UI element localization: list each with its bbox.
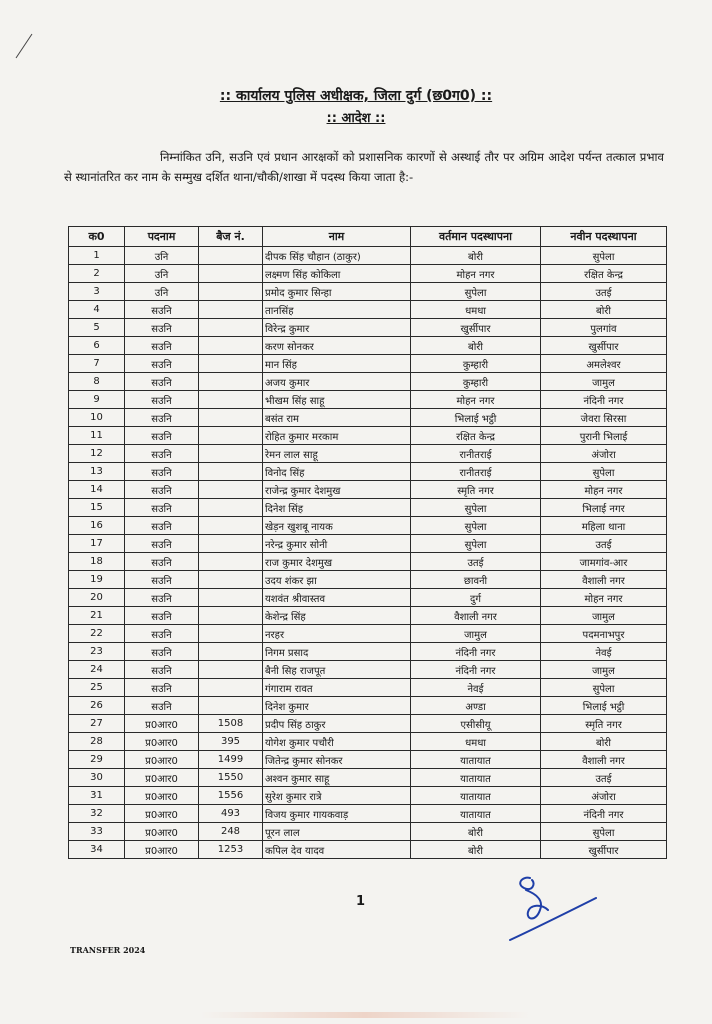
cell-rank: सउनि [125,625,199,643]
cell-name: तानसिंह [263,301,411,319]
cell-current-posting: रक्षित केन्द्र [411,427,541,445]
cell-new-posting: जामगांव-आर [541,553,667,571]
cell-current-posting: सुपेला [411,499,541,517]
cell-name: निगम प्रसाद [263,643,411,661]
cell-name: मान सिंह [263,355,411,373]
cell-serial: 23 [69,643,125,661]
table-row [69,661,667,679]
cell-rank: सउनि [125,373,199,391]
table-row [69,445,667,463]
order-heading-text: :: आदेश :: [326,111,386,126]
table-row [69,337,667,355]
cell-rank: उनि [125,283,199,301]
cell-badge [199,571,263,589]
cell-serial: 31 [69,787,125,805]
table-row [69,751,667,769]
cell-badge [199,481,263,499]
cell-rank: प्र0आर0 [125,751,199,769]
table-row [69,409,667,427]
cell-badge [199,427,263,445]
cell-new-posting: सुपेला [541,247,667,265]
table-row [69,391,667,409]
cell-name: गंगाराम रावत [263,679,411,697]
table-row [69,355,667,373]
cell-name: करण सोनकर [263,337,411,355]
cell-serial: 34 [69,841,125,859]
cell-serial: 32 [69,805,125,823]
header-serial: क0 [69,227,125,247]
cell-name: अजय कुमार [263,373,411,391]
cell-new-posting: पुरानी भिलाई [541,427,667,445]
table-row [69,679,667,697]
cell-badge [199,589,263,607]
cell-current-posting: बोरी [411,247,541,265]
cell-rank: उनि [125,265,199,283]
cell-current-posting: वैशाली नगर [411,607,541,625]
cell-badge [199,391,263,409]
scan-smudge [200,1012,530,1018]
cell-new-posting: सुपेला [541,679,667,697]
cell-new-posting: रक्षित केन्द्र [541,265,667,283]
cell-current-posting: सुपेला [411,535,541,553]
cell-rank: प्र0आर0 [125,787,199,805]
cell-name: दिनेश सिंह [263,499,411,517]
cell-serial: 8 [69,373,125,391]
cell-current-posting: खुर्सीपार [411,319,541,337]
cell-serial: 17 [69,535,125,553]
cell-serial: 10 [69,409,125,427]
intro-text: निम्नांकित उनि, सउनि एवं प्रधान आरक्षकों को प्रशासनिक कारणों से अस्थाई तौर पर अग्रिम आदेश पर्यन्त तत्काल प्रभाव से स्थानांतरित कर नाम के सम्मुख दर्शित थाना/चौकी/शाखा में पदस्थ किया जाता है:- [64,150,664,184]
cell-new-posting: अमलेश्वर [541,355,667,373]
cell-badge [199,355,263,373]
cell-rank: सउनि [125,679,199,697]
footer-reference: TRANSFER 2024 [70,945,146,955]
cell-serial: 1 [69,247,125,265]
cell-new-posting: भिलाई नगर [541,499,667,517]
cell-serial: 19 [69,571,125,589]
table-row [69,733,667,751]
cell-serial: 5 [69,319,125,337]
cell-name: अश्वन कुमार साहू [263,769,411,787]
cell-new-posting: पुलगांव [541,319,667,337]
cell-serial: 3 [69,283,125,301]
cell-rank: सउनि [125,607,199,625]
cell-badge [199,409,263,427]
cell-name: पूरन लाल [263,823,411,841]
cell-badge [199,625,263,643]
cell-badge [199,553,263,571]
cell-serial: 20 [69,589,125,607]
cell-name: प्रदीप सिंह ठाकुर [263,715,411,733]
cell-rank: सउनि [125,337,199,355]
cell-current-posting: सुपेला [411,517,541,535]
order-heading [0,108,712,126]
table-row [69,283,667,301]
cell-current-posting: जामुल [411,625,541,643]
cell-rank: उनि [125,247,199,265]
cell-new-posting: वैशाली नगर [541,751,667,769]
cell-new-posting: मोहन नगर [541,481,667,499]
cell-name: रेमन लाल साहू [263,445,411,463]
cell-badge [199,373,263,391]
cell-new-posting: जामुल [541,373,667,391]
cell-new-posting: नंदिनी नगर [541,805,667,823]
cell-rank: प्र0आर0 [125,769,199,787]
table-row [69,427,667,445]
header-badge: बैज नं. [199,227,263,247]
cell-current-posting: यातायात [411,769,541,787]
cell-serial: 29 [69,751,125,769]
signature-image [496,870,606,950]
cell-current-posting: कुम्हारी [411,373,541,391]
header-rank: पदनाम [125,227,199,247]
cell-rank: सउनि [125,301,199,319]
cell-current-posting: यातायात [411,787,541,805]
cell-rank: सउनि [125,427,199,445]
cell-serial: 16 [69,517,125,535]
table-header-row [69,227,667,247]
cell-current-posting: मोहन नगर [411,265,541,283]
cell-current-posting: नेवई [411,679,541,697]
cell-new-posting: नेवई [541,643,667,661]
table-row [69,319,667,337]
office-heading [0,86,712,105]
office-heading-text: :: कार्यालय पुलिस अधीक्षक, जिला दुर्ग (छ0ग0) :: [219,88,493,104]
table-row [69,571,667,589]
cell-serial: 6 [69,337,125,355]
cell-serial: 11 [69,427,125,445]
cell-name: विनोद सिंह [263,463,411,481]
cell-serial: 30 [69,769,125,787]
cell-current-posting: उतई [411,553,541,571]
pen-stroke-mark [10,28,40,68]
cell-badge [199,247,263,265]
table-row [69,769,667,787]
cell-current-posting: बोरी [411,841,541,859]
cell-name: भीखम सिंह साहू [263,391,411,409]
table-row [69,589,667,607]
cell-serial: 9 [69,391,125,409]
table-row [69,607,667,625]
cell-rank: सउनि [125,661,199,679]
cell-new-posting: महिला थाना [541,517,667,535]
cell-current-posting: रानीतराई [411,445,541,463]
cell-rank: सउनि [125,517,199,535]
cell-badge: 1499 [199,751,263,769]
cell-current-posting: बोरी [411,337,541,355]
cell-current-posting: नंदिनी नगर [411,661,541,679]
cell-serial: 22 [69,625,125,643]
cell-name: विरेन्द्र कुमार [263,319,411,337]
cell-badge [199,499,263,517]
cell-current-posting: अण्डा [411,697,541,715]
cell-new-posting: उतई [541,769,667,787]
cell-new-posting: बोरी [541,733,667,751]
cell-new-posting: पदमनाभपुर [541,625,667,643]
cell-badge: 1253 [199,841,263,859]
cell-name: बैनी सिह राजपूत [263,661,411,679]
cell-new-posting: नंदिनी नगर [541,391,667,409]
cell-new-posting: वैशाली नगर [541,571,667,589]
cell-current-posting: नंदिनी नगर [411,643,541,661]
cell-current-posting: एसीसीयू [411,715,541,733]
cell-rank: सउनि [125,481,199,499]
cell-badge [199,337,263,355]
cell-badge [199,517,263,535]
cell-serial: 24 [69,661,125,679]
cell-new-posting: जेवरा सिरसा [541,409,667,427]
table-row [69,373,667,391]
cell-new-posting: अंजोरा [541,787,667,805]
cell-current-posting: स्मृति नगर [411,481,541,499]
cell-badge: 395 [199,733,263,751]
cell-rank: सउनि [125,391,199,409]
cell-name: नरेन्द्र कुमार सोनी [263,535,411,553]
cell-name: बसंत राम [263,409,411,427]
cell-new-posting: जामुल [541,607,667,625]
cell-badge [199,445,263,463]
cell-badge: 1556 [199,787,263,805]
cell-rank: सउनि [125,697,199,715]
cell-badge: 1508 [199,715,263,733]
cell-badge [199,265,263,283]
cell-rank: प्र0आर0 [125,805,199,823]
table-row [69,517,667,535]
cell-serial: 13 [69,463,125,481]
cell-name: उदय शंकर झा [263,571,411,589]
cell-rank: सउनि [125,463,199,481]
table-row [69,499,667,517]
cell-current-posting: मोहन नगर [411,391,541,409]
table-row [69,247,667,265]
table-row [69,535,667,553]
cell-current-posting: धमधा [411,301,541,319]
cell-serial: 33 [69,823,125,841]
cell-rank: प्र0आर0 [125,715,199,733]
table-row [69,265,667,283]
cell-serial: 2 [69,265,125,283]
cell-badge: 248 [199,823,263,841]
cell-name: नरहर [263,625,411,643]
cell-badge [199,319,263,337]
cell-badge [199,643,263,661]
cell-name: दिनेश कुमार [263,697,411,715]
cell-rank: प्र0आर0 [125,823,199,841]
table-row [69,787,667,805]
cell-serial: 28 [69,733,125,751]
page-number: 1 [356,894,366,909]
cell-current-posting: बोरी [411,823,541,841]
cell-rank: प्र0आर0 [125,841,199,859]
table-row [69,823,667,841]
cell-rank: सउनि [125,355,199,373]
cell-badge [199,463,263,481]
cell-serial: 4 [69,301,125,319]
cell-current-posting: सुपेला [411,283,541,301]
cell-new-posting: जामुल [541,661,667,679]
header-current-posting: वर्तमान पदस्थापना [411,227,541,247]
cell-new-posting: खुर्सीपार [541,337,667,355]
cell-badge: 1550 [199,769,263,787]
cell-name: दीपक सिंह चौहान (ठाकुर) [263,247,411,265]
table-row [69,553,667,571]
cell-rank: सउनि [125,445,199,463]
intro-paragraph [64,147,664,187]
cell-current-posting: यातायात [411,751,541,769]
cell-new-posting: उतई [541,283,667,301]
cell-badge [199,661,263,679]
cell-serial: 21 [69,607,125,625]
table-row [69,481,667,499]
cell-new-posting: अंजोरा [541,445,667,463]
table-row [69,463,667,481]
table-row [69,697,667,715]
cell-rank: सउनि [125,589,199,607]
table-row [69,301,667,319]
cell-serial: 26 [69,697,125,715]
cell-serial: 14 [69,481,125,499]
cell-name: जितेन्द्र कुमार सोनकर [263,751,411,769]
table-row [69,805,667,823]
cell-name: लक्ष्मण सिंह कोकिला [263,265,411,283]
cell-new-posting: स्मृति नगर [541,715,667,733]
cell-new-posting: सुपेला [541,823,667,841]
cell-name: प्रमोद कुमार सिन्हा [263,283,411,301]
cell-name: सुरेश कुमार रात्रे [263,787,411,805]
cell-rank: सउनि [125,319,199,337]
cell-current-posting: रानीतराई [411,463,541,481]
cell-rank: सउनि [125,571,199,589]
cell-name: कपिल देव यादव [263,841,411,859]
cell-badge: 493 [199,805,263,823]
cell-new-posting: मोहन नगर [541,589,667,607]
cell-current-posting: कुम्हारी [411,355,541,373]
cell-current-posting: धमधा [411,733,541,751]
cell-current-posting: छावनी [411,571,541,589]
header-new-posting: नवीन पदस्थापना [541,227,667,247]
cell-rank: सउनि [125,535,199,553]
cell-name: केशेन्द्र सिंह [263,607,411,625]
cell-new-posting: भिलाई भट्ठी [541,697,667,715]
cell-name: रोहित कुमार मरकाम [263,427,411,445]
cell-name: राज कुमार देशमुख [263,553,411,571]
cell-new-posting: खुर्सीपार [541,841,667,859]
cell-current-posting: यातायात [411,805,541,823]
table-row [69,643,667,661]
cell-badge [199,679,263,697]
cell-serial: 25 [69,679,125,697]
cell-name: यशवंत श्रीवास्तव [263,589,411,607]
cell-serial: 15 [69,499,125,517]
cell-badge [199,607,263,625]
cell-badge [199,697,263,715]
cell-name: राजेन्द्र कुमार देशमुख [263,481,411,499]
cell-serial: 12 [69,445,125,463]
header-name: नाम [263,227,411,247]
cell-current-posting: दुर्ग [411,589,541,607]
cell-new-posting: बोरी [541,301,667,319]
cell-rank: सउनि [125,643,199,661]
table-row [69,715,667,733]
cell-rank: प्र0आर0 [125,733,199,751]
transfer-table [68,226,667,859]
cell-serial: 18 [69,553,125,571]
cell-current-posting: भिलाई भट्ठी [411,409,541,427]
cell-serial: 27 [69,715,125,733]
cell-badge [199,535,263,553]
table-row [69,841,667,859]
cell-name: योगेश कुमार पचौरी [263,733,411,751]
cell-name: खेड़न खुशबू नायक [263,517,411,535]
cell-serial: 7 [69,355,125,373]
cell-rank: सउनि [125,553,199,571]
cell-name: विजय कुमार गायकवाड़ [263,805,411,823]
cell-badge [199,301,263,319]
cell-rank: सउनि [125,499,199,517]
cell-rank: सउनि [125,409,199,427]
table-row [69,625,667,643]
cell-new-posting: सुपेला [541,463,667,481]
cell-badge [199,283,263,301]
table-body [69,247,667,859]
cell-new-posting: उतई [541,535,667,553]
